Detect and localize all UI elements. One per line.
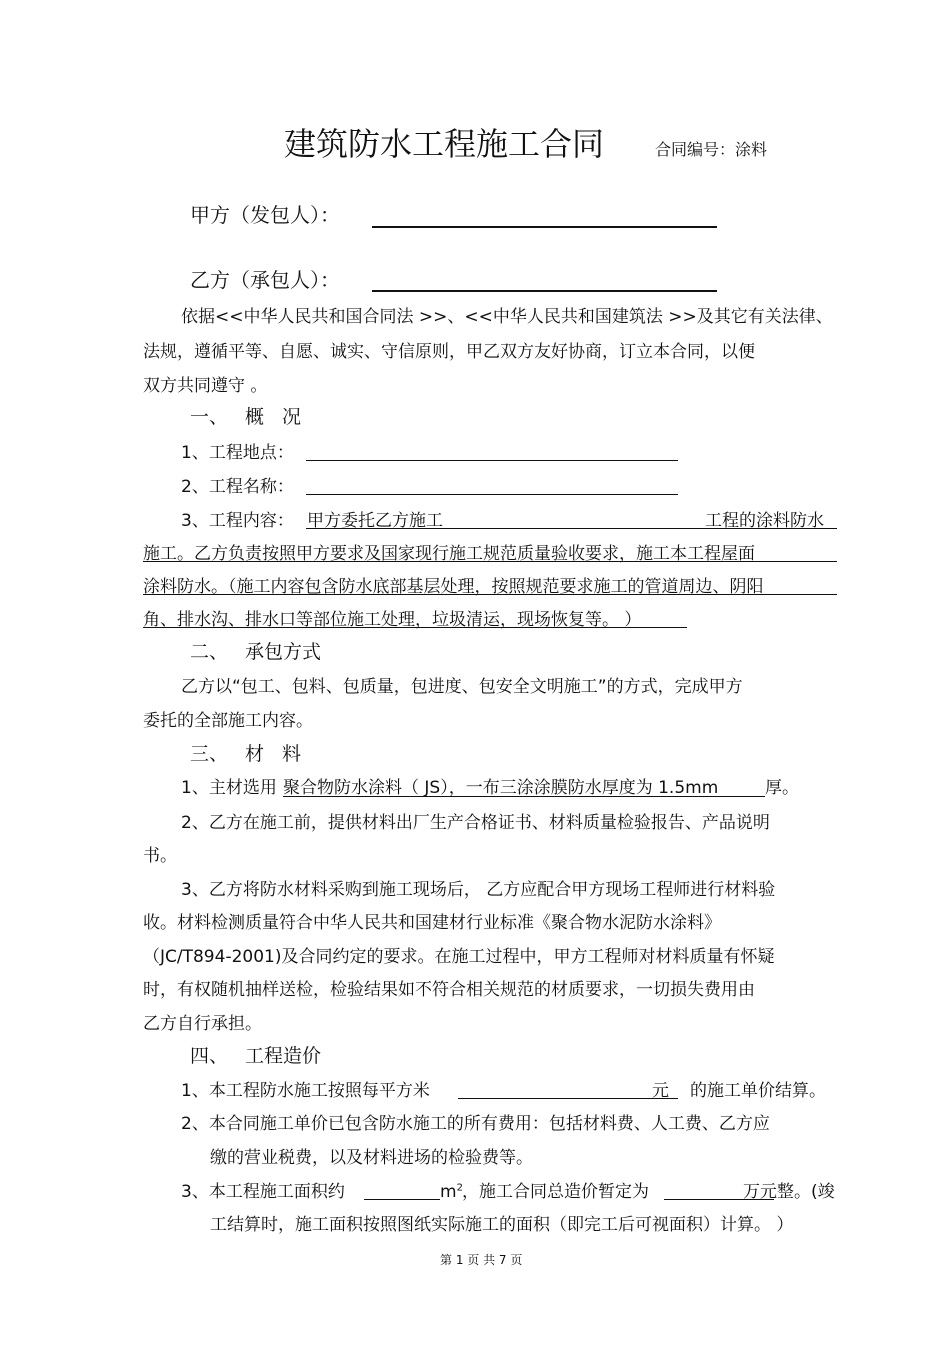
- section2-text: 乙方以“包工、包料、包质量，包进度、包安全文明施工”的方式，完成甲方: [181, 677, 743, 697]
- page-number: 第 1 页 共 7 页: [440, 1253, 523, 1267]
- price-item3-mid: ，施工合同总造价暂定为: [462, 1182, 649, 1202]
- price-item2: 2、本合同施工单价已包含防水施工的所有费用：包括材料费、人工费、乙方应: [181, 1114, 770, 1134]
- contract-code: 合同编号：涂料: [655, 140, 768, 159]
- section3-number: 三、: [190, 743, 229, 765]
- intro-line: 双方共同遵守 。: [143, 376, 268, 396]
- item-content-text: 施工。乙方负责按照甲方要求及国家现行施工规范质量验收要求，施工本工程屋面: [143, 544, 755, 564]
- item-content-text: 涂料防水。（施工内容包含防水底部基层处理，按照规范要求施工的管道周边、阴阳: [143, 577, 764, 597]
- material-item3: （JC/T894-2001)及合同约定的要求。在施工过程中，甲方工程师对材料质量有怀疑: [143, 947, 775, 967]
- item-content-underline: [143, 594, 837, 595]
- party-b-line: [372, 290, 717, 292]
- party-a-label: 甲方（发包人）：: [190, 203, 340, 227]
- intro-line: 法规，遵循平等、自愿、诚实、守信原则，甲乙双方友好协商，订立本合同，以便: [143, 342, 755, 362]
- price-item1-suffix: 的施工单价结算。: [690, 1081, 826, 1101]
- item-content-text: 工程的涂料防水: [705, 511, 824, 531]
- section3-heading: 材 料: [245, 743, 308, 765]
- price-item3-suffix: 万元整。(竣: [743, 1182, 835, 1202]
- price-item1-label: 1、本工程防水施工按照每平方米: [181, 1081, 430, 1101]
- item-content-underline: [143, 627, 687, 628]
- section2-heading: 承包方式: [245, 641, 322, 663]
- contract-title: 建筑防水工程施工合同: [284, 125, 605, 163]
- price-item2: 缴的营业税费，以及材料进场的检验费等。: [210, 1148, 533, 1168]
- material-item1-label: 1、主材选用: [181, 778, 277, 798]
- party-b-label: 乙方（承包人）：: [190, 268, 340, 292]
- party-a-line: [372, 226, 717, 228]
- price-item3-unit: $m^2$: [440, 1182, 463, 1202]
- item-content-underline: [306, 528, 837, 529]
- material-item3: 3、乙方将防水材料采购到施工现场后， 乙方应配合甲方现场工程师进行材料验: [181, 880, 776, 900]
- material-item3: 时，有权随机抽样送检，检验结果如不符合相关规范的材质要求，一切损失费用由: [143, 980, 755, 1000]
- price-item1-unit: 元: [652, 1081, 669, 1101]
- material-item2: 2、乙方在施工前，提供材料出厂生产合格证书、材料质量检验报告、产品说明: [181, 813, 770, 833]
- item-content-label: 3、工程内容：: [181, 511, 294, 531]
- section2-number: 二、: [190, 641, 229, 663]
- section4-number: 四、: [190, 1045, 229, 1067]
- price-item1-blank: [458, 1098, 678, 1099]
- section4-heading: 工程造价: [245, 1045, 322, 1067]
- section1-heading: 概 况: [245, 406, 308, 428]
- price-item3-continued: 工结算时，施工面积按照图纸实际施工的面积（即完工后可视面积）计算。 ）: [210, 1215, 794, 1235]
- material-item1-spec: 聚合物防水涂料（ JS），一布三涂涂膜防水厚度为 1.5mm: [283, 778, 719, 798]
- material-item3: 收。材料检测质量符合中华人民共和国建材行业标准《聚合物水泥防水涂料》: [143, 913, 721, 933]
- item-site-label: 1、工程地点：: [181, 443, 294, 463]
- material-item2: 书。: [143, 846, 177, 866]
- item-content-underline: [143, 561, 837, 562]
- price-item3-area-blank: [364, 1199, 440, 1200]
- item-content-text: 甲方委托乙方施工: [307, 511, 443, 531]
- item-name-label: 2、工程名称：: [181, 477, 294, 497]
- price-item3-label: 3、本工程施工面积约: [181, 1182, 345, 1202]
- item-name-line: [306, 494, 678, 495]
- material-item1-suffix: 厚。: [765, 778, 799, 798]
- material-item3: 乙方自行承担。: [143, 1014, 262, 1034]
- material-item1-underline: [283, 796, 765, 797]
- item-content-text: 角、排水沟、排水口等部位施工处理，垃圾清运，现场恢复等。 ）: [143, 610, 642, 630]
- item-site-line: [306, 460, 678, 461]
- section1-number: 一、: [190, 406, 229, 428]
- intro-line: 依据<<中华人民共和国合同法 >>、<<中华人民共和国建筑法 >>及其它有关法律、: [181, 307, 833, 327]
- section2-text: 委托的全部施工内容。: [143, 711, 313, 731]
